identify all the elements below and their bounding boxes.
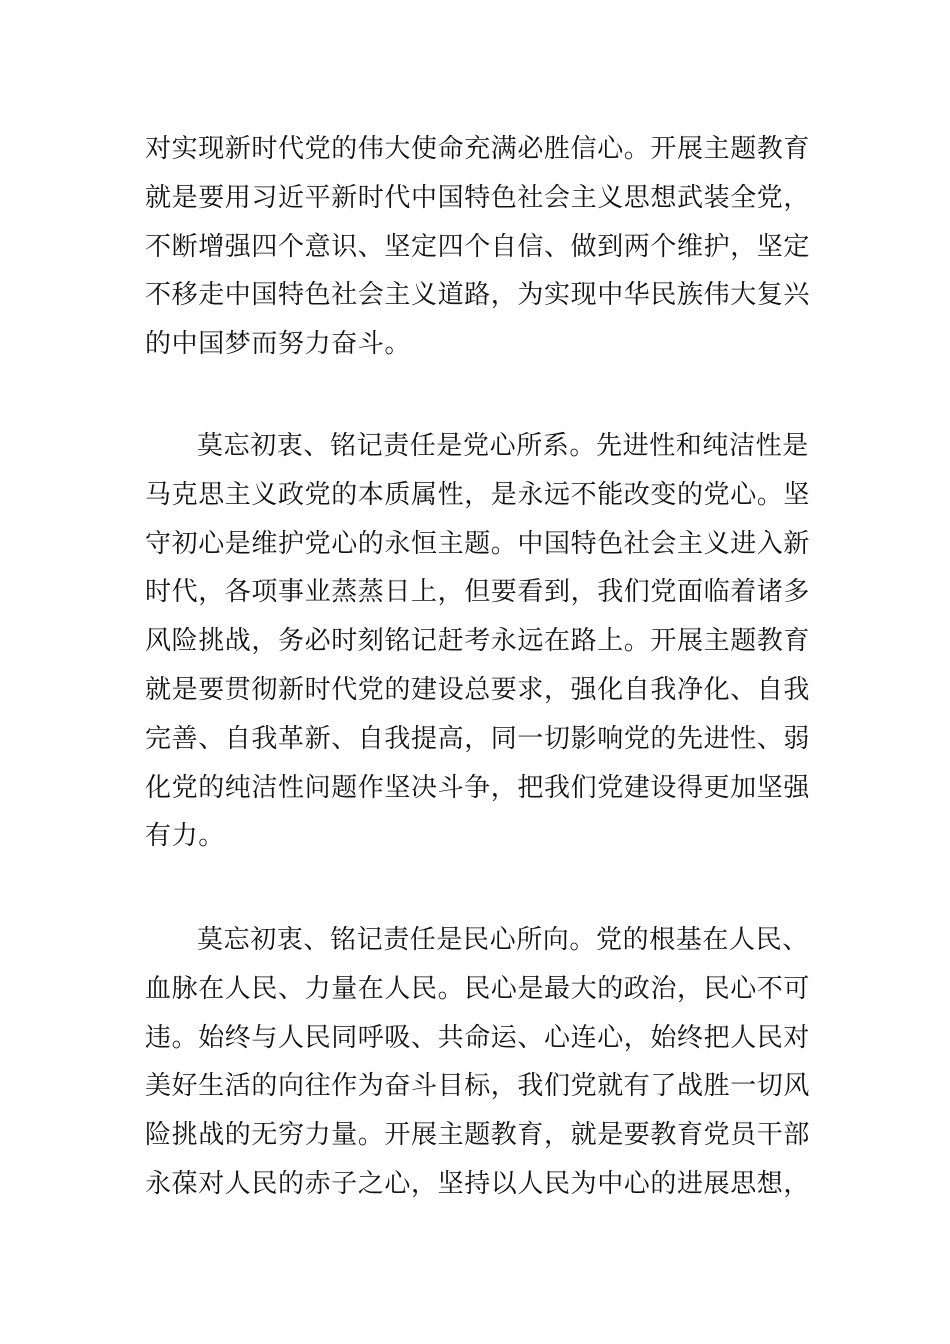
paragraph-line: 不断增强四个意识、坚定四个自信、做到两个维护，坚定 (145, 231, 811, 262)
paragraph-line: 违。始终与人民同呼吸、共命运、心连心，始终把人民对 (145, 1022, 811, 1053)
paragraph-3 (145, 916, 811, 1209)
paragraph-line: 就是要用习近平新时代中国特色社会主义思想武装全党， (145, 182, 811, 213)
paragraph-1 (145, 125, 811, 369)
paragraph-line: 风险挑战，务必时刻铭记赶考永远在路上。开展主题教育 (145, 626, 811, 657)
paragraph-line: 不移走中国特色社会主义道路，为实现中华民族伟大复兴 (145, 280, 811, 311)
paragraph-line: 时代，各项事业蒸蒸日上，但要看到，我们党面临着诸多 (145, 577, 811, 608)
paragraph-line: 莫忘初衷、铭记责任是民心所向。党的根基在人民、 (197, 925, 809, 955)
paragraph-line: 对实现新时代党的伟大使命充满必胜信心。开展主题教育 (145, 134, 811, 164)
paragraph-line: 永葆对人民的赤子之心，坚持以人民为中心的进展思想， (145, 1168, 811, 1199)
paragraph-line: 马克思主义政党的本质属性，是永远不能改变的党心。坚 (145, 479, 811, 510)
paragraph-line: 化党的纯洁性问题作坚决斗争，把我们党建设得更加坚强 (145, 772, 811, 803)
paragraph-line: 守初心是维护党心的永恒主题。中国特色社会主义进入新 (145, 528, 811, 559)
paragraph-line: 美好生活的向往作为奋斗目标，我们党就有了战胜一切风 (145, 1071, 811, 1102)
paragraph-line: 血脉在人民、力量在人民。民心是最大的政治，民心不可 (145, 973, 811, 1004)
paragraph-2 (145, 422, 811, 861)
paragraph-line: 有力。 (145, 821, 225, 852)
paragraph-line: 险挑战的无穷力量。开展主题教育，就是要教育党员干部 (145, 1120, 811, 1151)
paragraph-line: 完善、自我革新、自我提高，同一切影响党的先进性、弱 (145, 723, 811, 754)
paragraph-line: 就是要贯彻新时代党的建设总要求，强化自我净化、自我 (145, 674, 811, 705)
paragraph-line: 的中国梦而努力奋斗。 (145, 329, 412, 360)
paragraph-line: 莫忘初衷、铭记责任是党心所系。先进性和纯洁性是 (197, 431, 809, 461)
